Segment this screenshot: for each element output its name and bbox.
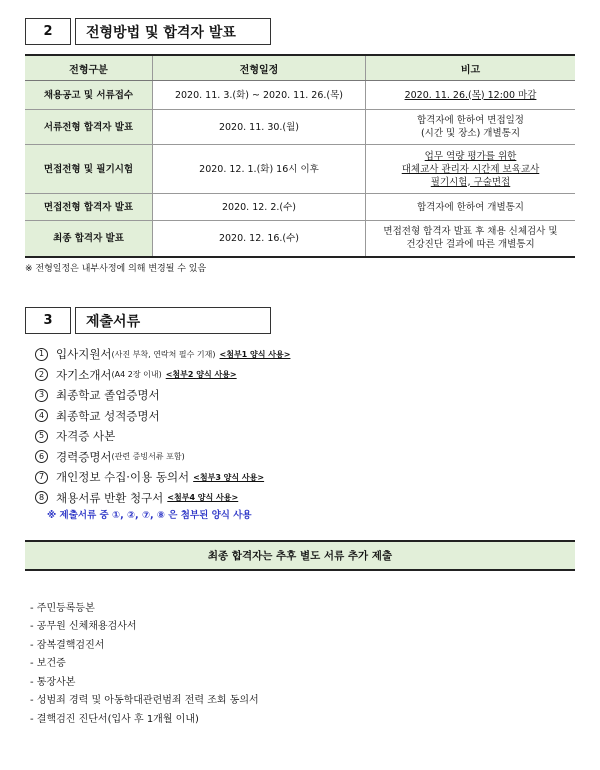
circled-number: 4	[35, 409, 48, 422]
list-item	[35, 447, 290, 468]
date-cell: 2020. 11. 3.(화) ~ 2020. 11. 26.(목)	[153, 81, 366, 110]
document-name: 자기소개서	[56, 367, 112, 382]
attachment-label: <첨부2 양식 사용>	[165, 370, 237, 380]
extra-documents-list	[30, 597, 259, 727]
schedule-note: ※ 전형일정은 내부사정에 의해 변경될 수 있음	[25, 264, 207, 274]
list-item	[35, 344, 290, 365]
circled-number: 5	[35, 430, 48, 443]
remark-line: 업무 역량 평가를 위한	[424, 150, 517, 162]
list-item	[35, 426, 290, 447]
remark-cell	[366, 145, 576, 194]
table-row	[25, 81, 575, 110]
document-name: 자격증 사본	[56, 429, 116, 444]
table-row	[25, 194, 575, 221]
section3-header	[25, 307, 271, 334]
document-detail: (관련 증빙서류 포함)	[111, 452, 185, 462]
column-header: 전형일정	[153, 55, 366, 81]
date-cell: 2020. 12. 1.(화) 16시 이후	[153, 145, 366, 194]
section2-number: 2	[25, 18, 71, 45]
circled-number: 6	[35, 450, 48, 463]
section2-header	[25, 18, 271, 45]
list-item: - 주민등록등본	[30, 602, 95, 614]
remark-line: 건강진단 결과에 따른 개별통지	[406, 239, 535, 251]
list-item: - 잠복결핵검진서	[30, 639, 105, 651]
column-header: 비고	[366, 55, 576, 81]
document-name: 최종학교 성적증명서	[56, 408, 160, 423]
circled-number: 8	[35, 491, 48, 504]
document-detail: (A4 2장 이내)	[111, 370, 162, 380]
list-item: - 보건증	[30, 658, 66, 670]
circled-number: 3	[35, 389, 48, 402]
attachment-label: <첨부1 양식 사용>	[219, 349, 291, 359]
stage-cell: 면접전형 합격자 발표	[25, 194, 153, 221]
table-row	[25, 221, 575, 257]
list-item	[35, 406, 290, 427]
remark-line: 합격자에 한하여 개별통지	[417, 201, 524, 213]
list-item	[35, 365, 290, 386]
section3-number: 3	[25, 307, 71, 334]
list-item: - 공무원 신체채용검사서	[30, 621, 137, 633]
stage-cell: 면접전형 및 필기시험	[25, 145, 153, 194]
table-row	[25, 145, 575, 194]
list-item	[35, 488, 290, 509]
remark-line: 대체교사 관리자 시간제 보육교사	[401, 163, 540, 175]
documents-note: ※ 제출서류 중 ①, ②, ⑦, ⑧ 은 첨부된 양식 사용	[47, 510, 252, 521]
stage-cell: 최종 합격자 발표	[25, 221, 153, 257]
schedule-table	[25, 54, 575, 258]
list-item	[35, 385, 290, 406]
document-name: 개인정보 수집·이용 동의서	[56, 470, 190, 485]
document-name: 최종학교 졸업증명서	[56, 388, 160, 403]
circled-number: 7	[35, 471, 48, 484]
remark-cell	[366, 221, 576, 257]
list-item: - 통장사본	[30, 676, 76, 688]
remark-cell	[366, 194, 576, 221]
date-cell: 2020. 12. 16.(수)	[153, 221, 366, 257]
final-pass-banner: 최종 합격자는 추후 별도 서류 추가 제출	[25, 540, 575, 571]
remark-cell	[366, 110, 576, 145]
section2-title: 전형방법 및 합격자 발표	[75, 18, 271, 45]
list-item	[35, 467, 290, 488]
list-item: - 성범죄 경력 및 아동학대관련범죄 전력 조회 동의서	[30, 695, 259, 707]
remark-line: 합격자에 한하여 면접일정	[417, 115, 524, 126]
document-name: 입사지원서	[56, 347, 112, 362]
stage-cell: 서류전형 합격자 발표	[25, 110, 153, 145]
attachment-label: <첨부4 양식 사용>	[167, 493, 239, 503]
date-cell: 2020. 11. 30.(월)	[153, 110, 366, 145]
date-cell: 2020. 12. 2.(수)	[153, 194, 366, 221]
section3-title: 제출서류	[75, 307, 271, 334]
circled-number: 2	[35, 368, 48, 381]
document-name: 경력증명서	[56, 449, 112, 464]
documents-list	[35, 344, 290, 508]
remark-line: 필기시험, 구술면접	[430, 176, 511, 188]
circled-number: 1	[35, 348, 48, 361]
remark-line: (시간 및 장소) 개별통지	[420, 128, 521, 139]
remark-line: 2020. 11. 26.(목) 12:00 마감	[404, 89, 537, 101]
table-row	[25, 110, 575, 145]
document-detail: (사진 부착, 연락처 필수 기재)	[111, 349, 216, 359]
column-header: 전형구분	[25, 55, 153, 81]
remark-line: 면접전형 합격자 발표 후 채용 신체검사 및	[383, 226, 558, 238]
list-item: - 결핵검진 진단서(입사 후 1개월 이내)	[30, 713, 199, 725]
remark-cell	[366, 81, 576, 110]
table-header-row	[25, 55, 575, 81]
attachment-label: <첨부3 양식 사용>	[193, 472, 265, 482]
stage-cell: 채용공고 및 서류접수	[25, 81, 153, 110]
document-name: 채용서류 반환 청구서	[56, 490, 164, 505]
